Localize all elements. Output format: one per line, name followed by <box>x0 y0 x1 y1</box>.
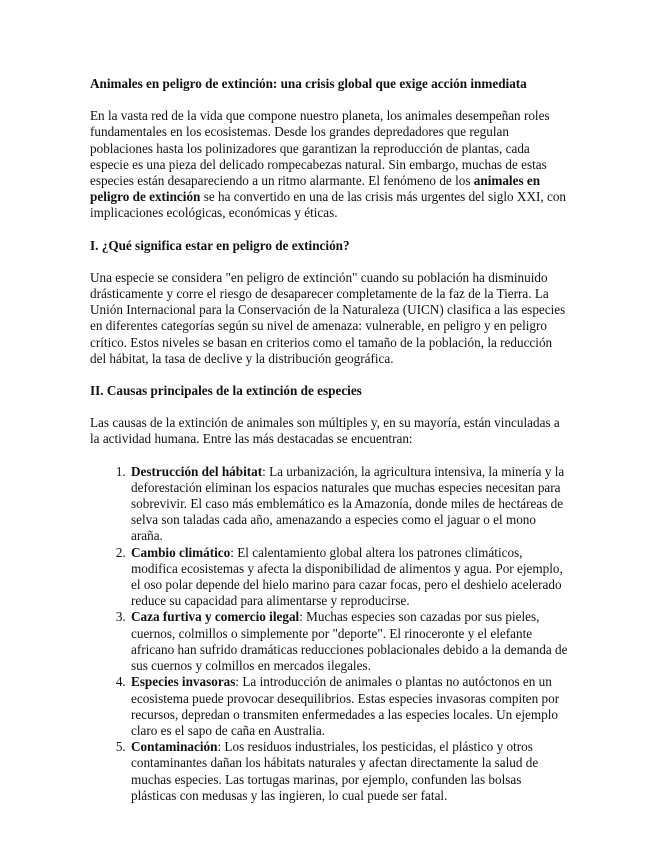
intro-text-after: se ha convertido en una de las crisis más urgentes del siglo XXI, con implicaciones ecológicas, económicas y éticas. <box>90 189 567 221</box>
list-item <box>129 739 568 804</box>
list-item <box>129 464 568 545</box>
list-item <box>129 545 568 610</box>
list-item-text: : La introducción de animales o plantas no autóctonos en un ecosistema puede provocar desequilibrios. Estas especies invasoras compiten por recursos, depredan o transmiten enfermedades a las especies locales. Un ejemplo claro es el sapo de caña en Australia. <box>131 674 560 738</box>
list-item-text: : La urbanización, la agricultura intensiva, la minería y la deforestación eliminan los espacios naturales que muchas especies necesitan para sobrevivir. El caso más emblemático es la Amazonía, donde miles de hectáreas de selva son taladas cada año, amenazando a especies como el jaguar o el mono araña. <box>131 463 565 544</box>
intro-text-before: En la vasta red de la vida que compone nuestro planeta, los animales desempeñan roles fundamentales en los ecosistemas. Desde los grandes depredadores que regulan poblaciones hasta los polinizadores que garantizan la reproducción de plantas, cada especie es una pieza del delicado rompecabezas natural. Sin embargo, muchas de estas especies están desapareciendo a un ritmo alarmante. El fenómeno de los <box>90 108 550 189</box>
causes-list <box>90 464 568 804</box>
section-1-heading: I. ¿Qué significa estar en peligro de extinción? <box>90 237 350 253</box>
list-item-term: Caza furtiva y comercio ilegal <box>131 609 300 625</box>
list-item-text: : El calentamiento global altera los patrones climáticos, modifica ecosistemas y afecta la disponibilidad de alimentos y agua. Por ejemplo, el oso polar depende del hielo marino para cazar focas, pero el deshielo acelerado reduce su capacidad para alimentarse y reproducirse. <box>131 544 563 609</box>
intro-bold-phrase: animales en peligro de extinción <box>90 173 541 205</box>
section-2-heading: II. Causas principales de la extinción de especies <box>90 383 362 399</box>
document-title: Animales en peligro de extinción: una crisis global que exige acción inmediata <box>90 76 527 91</box>
intro-paragraph <box>90 108 568 221</box>
section-2-paragraph: Las causas de la extinción de animales son múltiples y, en su mayoría, están vinculadas a la actividad humana. Entre las más destacadas se encuentran: <box>90 415 560 447</box>
list-item-text: : Los residuos industriales, los pesticidas, el plástico y otros contaminantes dañan los hábitats naturales y afectan directamente la salud de muchas especies. Las tortugas marinas, por ejemplo, confunden las bolsas plásticas con medusas y las ingieren, lo cual puede ser fatal. <box>131 739 539 803</box>
list-item-term: Cambio climático <box>131 544 231 560</box>
list-item-term: Especies invasoras <box>131 674 236 690</box>
list-item <box>129 674 568 739</box>
list-item <box>129 609 568 674</box>
list-item-term: Contaminación <box>131 739 218 755</box>
section-1-paragraph: Una especie se considera "en peligro de extinción" cuando su población ha disminuido drásticamente y corre el riesgo de desaparecer completamente de la faz de la Tierra. La Unión Internacional para la Conservación de la Naturaleza (UICN) clasifica a las especies en diferentes categorías según su nivel de amenaza: vulnerable, en peligro y en peligro crítico. Estos niveles se basan en criterios como el tamaño de la población, la reducción del hábitat, la tasa de declive y la distribución geográfica. <box>90 269 566 366</box>
list-item-term: Destrucción del hábitat <box>131 463 263 479</box>
document-content <box>90 76 568 804</box>
list-item-text: : Muchas especies son cazadas por sus pieles, cuernos, colmillos o simplemente por "deporte". El rinoceronte y el elefante africano han sufrido dramáticas reducciones poblacionales debido a la demanda de sus cuernos y colmillos en mercados ilegales. <box>131 609 568 674</box>
